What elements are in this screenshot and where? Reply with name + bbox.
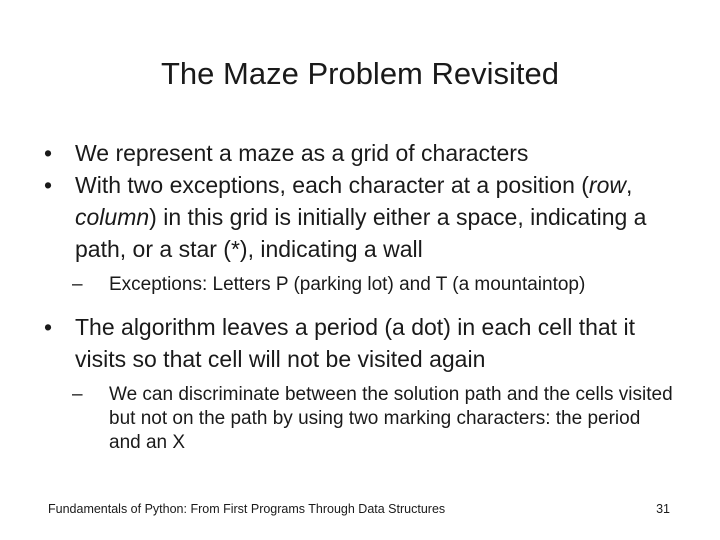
- bullet-item: [44, 311, 674, 375]
- bullet-item: [44, 169, 674, 265]
- bullet-text: The algorithm leaves a period (a dot) in each cell that it visits so that cell will not be visited again: [75, 314, 635, 372]
- bullet-marker: •: [44, 314, 53, 340]
- bullet-marker: •: [44, 172, 53, 198]
- bullet-text: We represent a maze as a grid of characters: [75, 140, 529, 166]
- sub-bullet-marker: –: [72, 384, 83, 405]
- bullet-text: With two exceptions, each character at a position (: [75, 172, 589, 198]
- bullet-item: [44, 137, 674, 169]
- sub-bullet-text: We can discriminate between the solution path and the cells visited but not on the path by using two marking characters: the period and an X: [109, 384, 673, 453]
- sub-bullet-marker: –: [72, 274, 83, 295]
- sub-bullet-item: [44, 273, 674, 297]
- slide-footer: Fundamentals of Python: From First Programs Through Data Structures: [48, 502, 446, 516]
- slide-content: [44, 137, 674, 455]
- bullet-text-italic: row: [588, 172, 626, 198]
- slide-title: The Maze Problem Revisited: [161, 56, 559, 91]
- bullet-text: ) in this grid is initially either a space, indicating a path, or a star (*), indicating a wall: [75, 204, 647, 262]
- sub-bullet-item: [44, 383, 674, 455]
- bullet-marker: •: [44, 140, 53, 166]
- bullet-text: ,: [625, 172, 633, 198]
- sub-bullet-text: Exceptions: Letters P (parking lot) and T (a mountaintop): [109, 274, 586, 295]
- bullet-text-italic: column: [75, 204, 150, 230]
- page-number: 31: [656, 502, 670, 516]
